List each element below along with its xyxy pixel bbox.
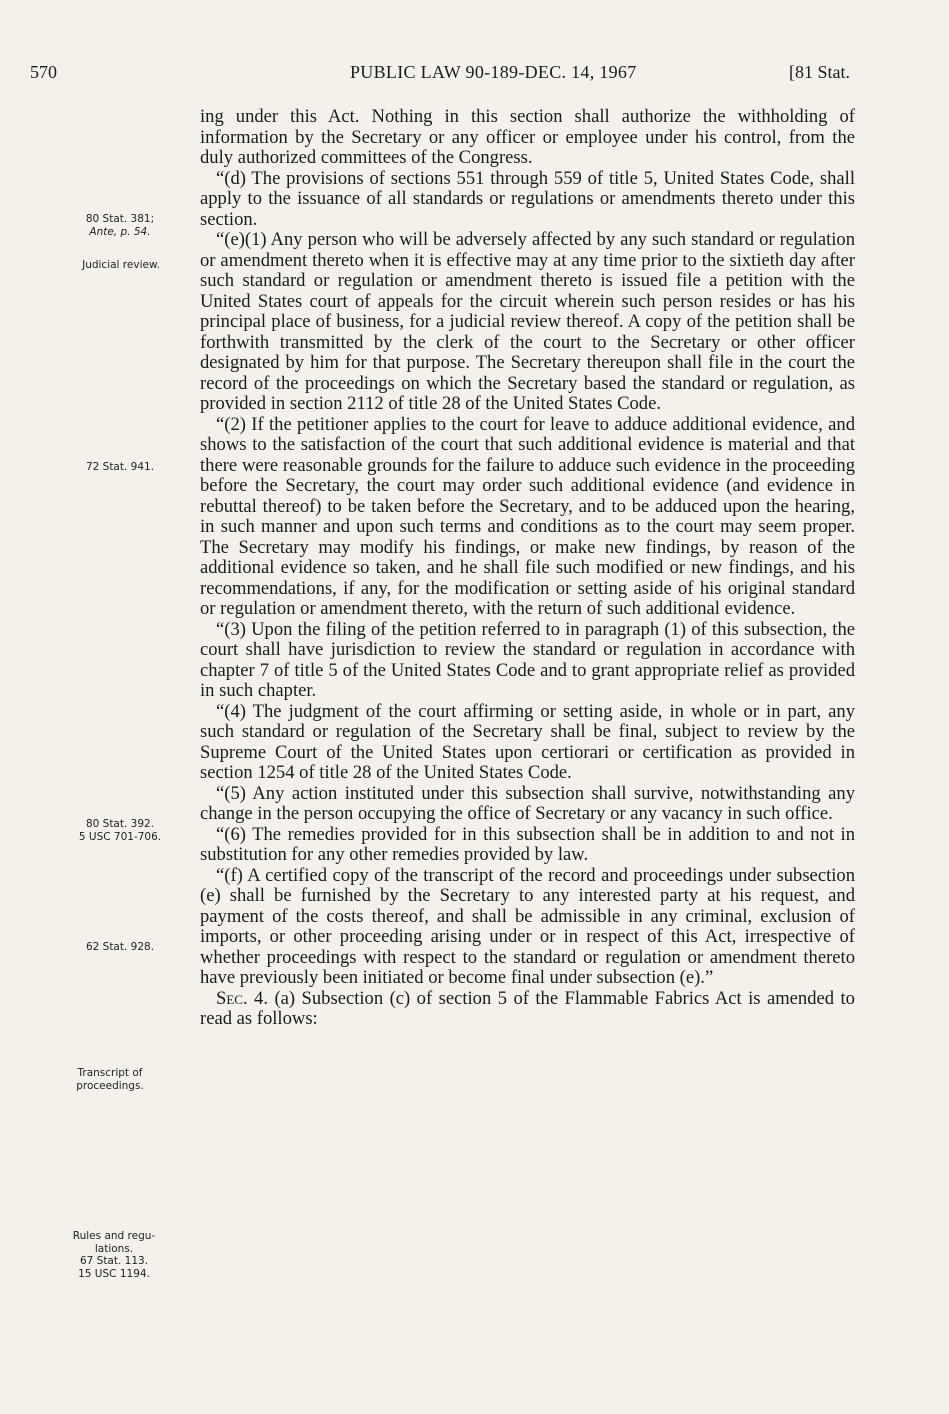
margin-note-62-stat-928 <box>50 941 190 954</box>
page-header <box>30 62 850 88</box>
margin-note-line: Transcript of <box>77 1067 143 1079</box>
margin-note-line: 80 Stat. 392. <box>85 818 155 830</box>
paragraph-e4: “(4) The judgment of the court affirming or setting aside, in whole or in part, any such standard or regulation of the Secretary shall be final, subject to review by the Supreme Court of the United States upon certiorari or certification as provided in section 1254 of title 28 of the United States Code. <box>200 700 855 783</box>
paragraph-e5: “(5) Any action instituted under this subsection shall survive, notwithstanding any change in the person occupying the office of Secretary or any vacancy in such office. <box>200 782 855 824</box>
paragraph-e6: “(6) The remedies provided for in this subsection shall be in addition to and not in substitution for any other remedies provided by law. <box>200 823 855 865</box>
margin-note-line: 15 USC 1194. <box>78 1267 150 1280</box>
margin-note-line: 62 Stat. 928. <box>85 941 155 953</box>
running-title: PUBLIC LAW 90-189-DEC. 14, 1967 <box>350 62 637 82</box>
margin-note-rules <box>44 1230 184 1280</box>
section-text: (a) Subsection (c) of section 5 of the Flammable Fabrics Act is amended to read as follows: <box>200 987 855 1029</box>
section-label: Sec. 4. <box>216 987 268 1009</box>
paragraph-e2: “(2) If the petitioner applies to the court for leave to adduce additional evidence, and shows to the satisfaction of the court that such additional evidence is material and that there were reasonable grounds for the failure to adduce such evidence in the proceeding before the Secretary, the court may order such additional evidence (and evidence in rebuttal thereof) to be taken before the Secretary, and to be adduced upon the hearing, in such manner and upon such terms and conditions as to the court may seem proper. The Secretary may modify his findings, or make new findings, by reason of the additional evidence so taken, and he shall file such modified or new findings, and his recommendations, if any, for the modification or setting aside of his original standard or regulation or amendment thereto, with the return of such additional evidence. <box>200 413 855 619</box>
margin-note-line: proceedings. <box>76 1079 144 1092</box>
margin-note-line: 5 USC 701-706. <box>78 830 162 843</box>
paragraph-d: “(d) The provisions of sections 551 through 559 of title 5, United States Code, shall apply to the issuance of all standards or regulations or amendments thereto under this section. <box>200 167 855 230</box>
main-text <box>200 107 855 1030</box>
paragraph-f: “(f) A certified copy of the transcript of the record and proceedings under subsection (e) shall be furnished by the Secretary to any interested party at his request, and payment of the costs thereof, and shall be admissible in any criminal, exclusion of imports, or other proceeding arising under or in respect of this Act, irrespective of whether proceedings with respect to the standard or regulation or amendment thereto have previously been initiated or become final under subsection (e).” <box>200 864 855 988</box>
margin-note-line: 72 Stat. 941. <box>85 461 155 473</box>
margin-note-line: 80 Stat. 381; <box>85 213 155 225</box>
margin-note-80-stat-392 <box>50 818 190 843</box>
margin-note-line: lations. <box>94 1242 134 1255</box>
paragraph-sec-4 <box>200 989 855 1030</box>
paragraph-continuation: ing under this Act. Nothing in this section shall authorize the withholding of information by the Secretary or any officer or employee under his control, from the duly authorized committees of the Congress. <box>200 106 855 168</box>
margin-note-72-stat-941 <box>50 461 190 474</box>
paragraph-e3: “(3) Upon the filing of the petition referred to in paragraph (1) of this subsection, the court shall have jurisdiction to review the standard or regulation in accordance with chapter 7 of title 5 of the United States Code and to grant appropriate relief as provided in such chapter. <box>200 618 855 701</box>
page-number: 570 <box>30 62 57 82</box>
margin-note-judicial-review <box>50 259 192 272</box>
margin-note-80-stat-381 <box>50 213 190 238</box>
margin-note-line: 67 Stat. 113. <box>79 1255 149 1267</box>
margin-note-line: Judicial review. <box>82 259 160 271</box>
paragraph-e1: “(e)(1) Any person who will be adversely affected by any such standard or regulation or amendment thereto when it is effective may at any time prior to the sixtieth day after such standard or regulation or amendment thereto is issued file a petition with the United States court of appeals for the circuit wherein such person resides or has his principal place of business, for a judicial review thereof. A copy of the petition shall be forthwith transmitted by the clerk of the court to the Secretary or other officer designated by him for that purpose. The Secretary thereupon shall file in the court the record of the proceedings on which the Secretary based the standard or regulation, as provided in section 2112 of title 28 of the United States Code. <box>200 229 855 414</box>
margin-note-line: Ante, p. 54. <box>89 225 151 238</box>
margin-note-line: Rules and regu- <box>72 1230 156 1242</box>
statute-volume: [81 Stat. <box>789 62 850 82</box>
margin-note-transcript <box>40 1067 180 1092</box>
